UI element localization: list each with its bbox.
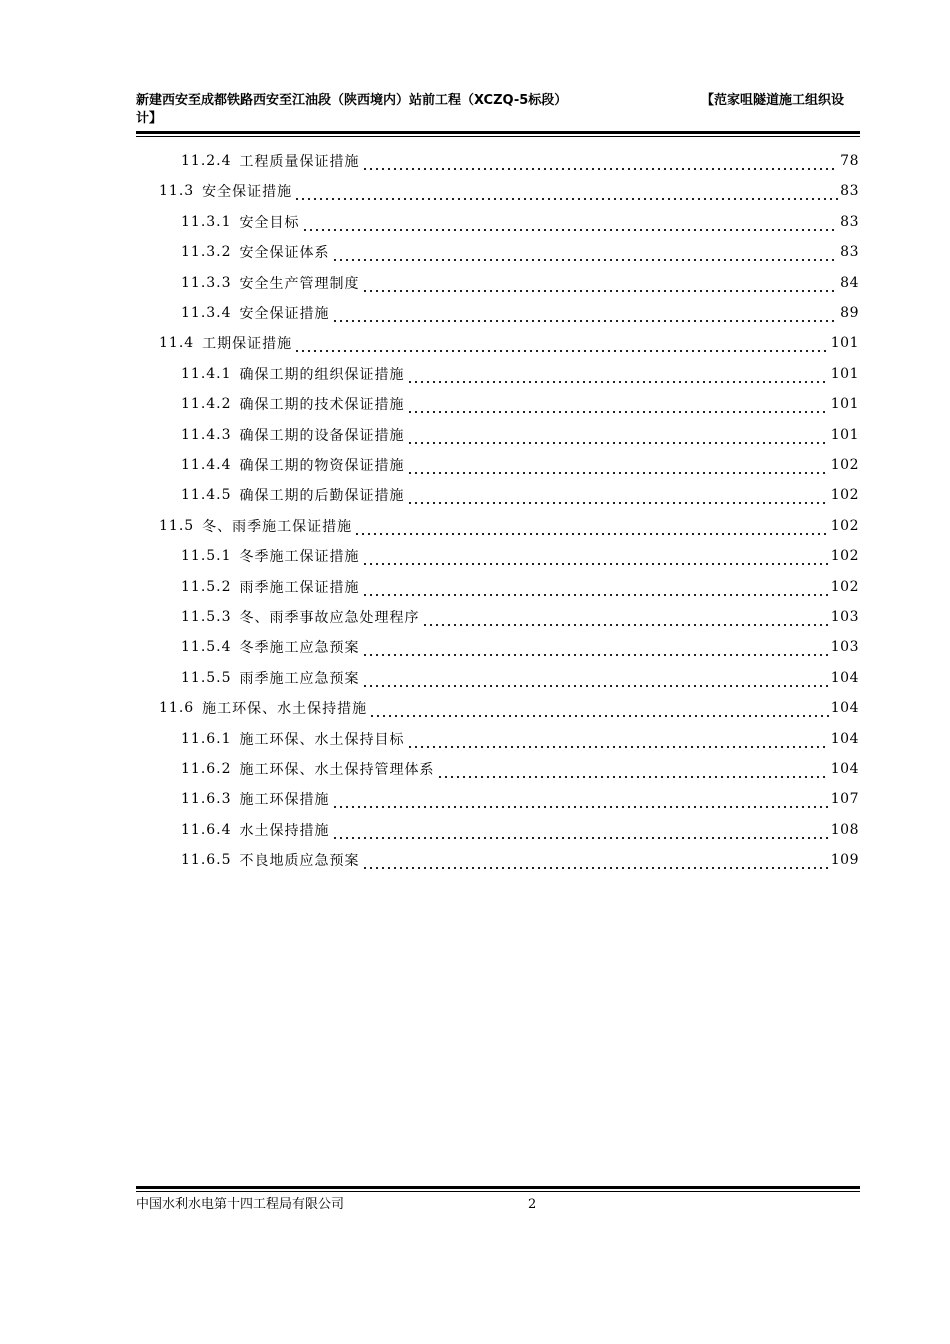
- toc-entry-number: 11.5.4: [181, 639, 232, 656]
- toc-entry-title: 冬、雨季施工保证措施: [202, 518, 353, 535]
- toc-entry[interactable]: [181, 389, 859, 419]
- header-project-line2: 计】: [136, 111, 163, 126]
- header-rule-thin: [136, 136, 860, 137]
- toc-dot-leader: [369, 703, 829, 717]
- toc-dot-leader: [407, 399, 829, 413]
- toc-entry-number: 11.6.4: [181, 821, 232, 838]
- toc-entry[interactable]: [181, 450, 859, 480]
- toc-entry[interactable]: [181, 815, 859, 845]
- toc-entry-title: 水土保持措施: [239, 822, 330, 839]
- toc-entry-page: 102: [830, 548, 859, 565]
- toc-entry-page: 103: [830, 639, 859, 656]
- toc-entry[interactable]: [181, 268, 859, 298]
- toc-entry-page: 104: [830, 669, 859, 686]
- toc-dot-leader: [332, 247, 839, 261]
- toc-dot-leader: [362, 582, 829, 596]
- footer-page-number: 2: [528, 1197, 537, 1212]
- toc-entry-title: 安全保证措施: [239, 306, 330, 322]
- toc-entry-page: 108: [830, 821, 859, 838]
- toc-entry-title: 工程质量保证措施: [239, 154, 360, 170]
- toc-entry-number: 11.4.5: [181, 487, 232, 504]
- toc-dot-leader: [362, 855, 829, 869]
- toc-entry[interactable]: [181, 632, 859, 662]
- toc-entry[interactable]: [181, 602, 859, 632]
- toc-entry[interactable]: [181, 359, 859, 389]
- toc-entry-title: 冬季施工应急预案: [239, 640, 360, 657]
- toc-entry-number: 11.6: [159, 700, 195, 717]
- toc-entry-title: 确保工期的组织保证措施: [239, 366, 405, 383]
- toc-dot-leader: [362, 673, 829, 687]
- toc-entry-page: 102: [830, 578, 859, 595]
- toc-entry-title: 冬季施工保证措施: [239, 549, 360, 566]
- toc-entry-number: 11.5: [159, 517, 195, 534]
- toc-entry-number: 11.6.1: [181, 730, 232, 747]
- toc-dot-leader: [407, 460, 829, 474]
- toc-entry-page: 109: [830, 852, 859, 869]
- header-project-line1: 新建西安至成都铁路西安至江油段（陕西境内）站前工程（XCZQ-5标段）: [136, 93, 568, 108]
- toc-entry-title: 工期保证措施: [202, 336, 293, 353]
- toc-dot-leader: [437, 764, 829, 778]
- toc-dot-leader: [332, 825, 829, 839]
- toc-entry[interactable]: [181, 754, 859, 784]
- toc-entry-number: 11.4.3: [181, 426, 232, 443]
- toc-entry-title: 安全保证体系: [239, 245, 330, 262]
- toc-entry-number: 11.4.1: [181, 365, 232, 382]
- toc-entry[interactable]: [159, 328, 859, 358]
- toc-entry-number: 11.4: [159, 335, 195, 352]
- toc-entry-page: 89: [840, 305, 859, 321]
- toc-entry[interactable]: [181, 480, 859, 510]
- toc-entry-title: 施工环保措施: [239, 792, 330, 809]
- toc-entry-title: 确保工期的设备保证措施: [239, 427, 405, 444]
- toc-dot-leader: [362, 278, 839, 292]
- toc-entry-title: 施工环保、水土保持目标: [239, 731, 405, 748]
- header-project-title: [136, 92, 616, 128]
- toc-entry-title: 雨季施工保证措施: [239, 579, 360, 596]
- toc-entry[interactable]: [181, 845, 859, 875]
- toc-dot-leader: [332, 308, 839, 322]
- footer-rule-thin: [136, 1191, 860, 1192]
- toc-entry-title: 施工环保、水土保持措施: [202, 701, 368, 718]
- toc-entry[interactable]: [181, 420, 859, 450]
- toc-dot-leader: [407, 490, 829, 504]
- toc-entry-page: 83: [840, 183, 859, 200]
- toc-entry-number: 11.5.3: [181, 609, 232, 625]
- toc-entry-page: 104: [830, 730, 859, 747]
- toc-dot-leader: [332, 794, 829, 808]
- toc-entry-title: 安全生产管理制度: [239, 275, 360, 292]
- toc-entry[interactable]: [181, 146, 859, 176]
- toc-entry-title: 确保工期的技术保证措施: [239, 397, 405, 414]
- toc-entry-number: 11.3.2: [181, 244, 232, 261]
- toc-entry[interactable]: [159, 176, 859, 206]
- header-doc-title: 【范家咀隧道施工组织设: [700, 93, 844, 108]
- toc-entry-page: 102: [830, 457, 859, 473]
- toc-entry-page: 102: [830, 517, 859, 534]
- toc-entry[interactable]: [181, 784, 859, 814]
- toc-dot-leader: [422, 612, 829, 626]
- toc-entry-page: 84: [840, 274, 859, 291]
- toc-entry-title: 确保工期的后勤保证措施: [239, 488, 405, 505]
- toc-entry[interactable]: [181, 237, 859, 267]
- toc-entry-page: 83: [840, 213, 859, 230]
- toc-entry-page: 107: [830, 791, 859, 808]
- toc-entry[interactable]: [181, 572, 859, 602]
- toc-entry-number: 11.2.4: [181, 153, 232, 169]
- toc-entry-number: 11.3.1: [181, 213, 232, 230]
- footer-company: 中国水利水电第十四工程局有限公司: [136, 1197, 345, 1212]
- toc-entry-number: 11.4.4: [181, 457, 232, 473]
- toc-entry-number: 11.5.1: [181, 548, 232, 565]
- toc-entry-number: 11.6.2: [181, 761, 232, 777]
- toc-dot-leader: [354, 521, 829, 535]
- toc-dot-leader: [294, 338, 829, 352]
- toc-entry-title: 安全目标: [239, 214, 300, 231]
- toc-dot-leader: [362, 642, 829, 656]
- toc-entry-title: 雨季施工应急预案: [239, 670, 360, 687]
- toc-dot-leader: [294, 186, 838, 200]
- toc-dot-leader: [362, 156, 839, 170]
- toc-entry-number: 11.3.3: [181, 274, 232, 291]
- toc-entry[interactable]: [181, 207, 859, 237]
- toc-entry-number: 11.5.2: [181, 578, 232, 595]
- toc-dot-leader: [362, 551, 829, 565]
- toc-entry-page: 103: [830, 609, 859, 625]
- toc-entry[interactable]: [159, 511, 859, 541]
- toc-entry[interactable]: [181, 724, 859, 754]
- header-rule-thick: [136, 131, 860, 134]
- toc-dot-leader: [407, 369, 829, 383]
- toc-entry-number: 11.6.3: [181, 791, 232, 808]
- toc-entry-page: 104: [830, 700, 859, 717]
- toc-entry-page: 101: [830, 365, 859, 382]
- toc-entry[interactable]: [181, 298, 859, 328]
- toc-entry-title: 确保工期的物资保证措施: [239, 458, 405, 474]
- toc-entry-page: 102: [830, 487, 859, 504]
- toc-entry-number: 11.6.5: [181, 852, 232, 869]
- toc-entry-number: 11.3: [159, 183, 195, 200]
- toc-dot-leader: [302, 217, 839, 231]
- toc-entry-number: 11.5.5: [181, 669, 232, 686]
- footer-rule-thick: [136, 1186, 860, 1189]
- toc-entry-page: 83: [840, 244, 859, 261]
- toc-dot-leader: [407, 734, 829, 748]
- toc-entry-title: 安全保证措施: [202, 184, 293, 201]
- toc-entry-title: 不良地质应急预案: [239, 853, 360, 870]
- toc-entry-page: 101: [830, 335, 859, 352]
- toc-entry-number: 11.3.4: [181, 305, 232, 321]
- toc-dot-leader: [407, 430, 829, 444]
- toc-entry-page: 78: [840, 153, 859, 169]
- toc-entry-page: 101: [830, 396, 859, 413]
- toc-entry-number: 11.4.2: [181, 396, 232, 413]
- page-header: [136, 92, 860, 128]
- toc-entry-title: 冬、雨季事故应急处理程序: [239, 610, 420, 626]
- toc-entry[interactable]: [181, 663, 859, 693]
- toc-entry-page: 101: [830, 426, 859, 443]
- toc-entry[interactable]: [159, 693, 859, 723]
- toc-entry[interactable]: [181, 541, 859, 571]
- toc-entry-title: 施工环保、水土保持管理体系: [239, 762, 435, 778]
- toc-entry-page: 104: [830, 761, 859, 777]
